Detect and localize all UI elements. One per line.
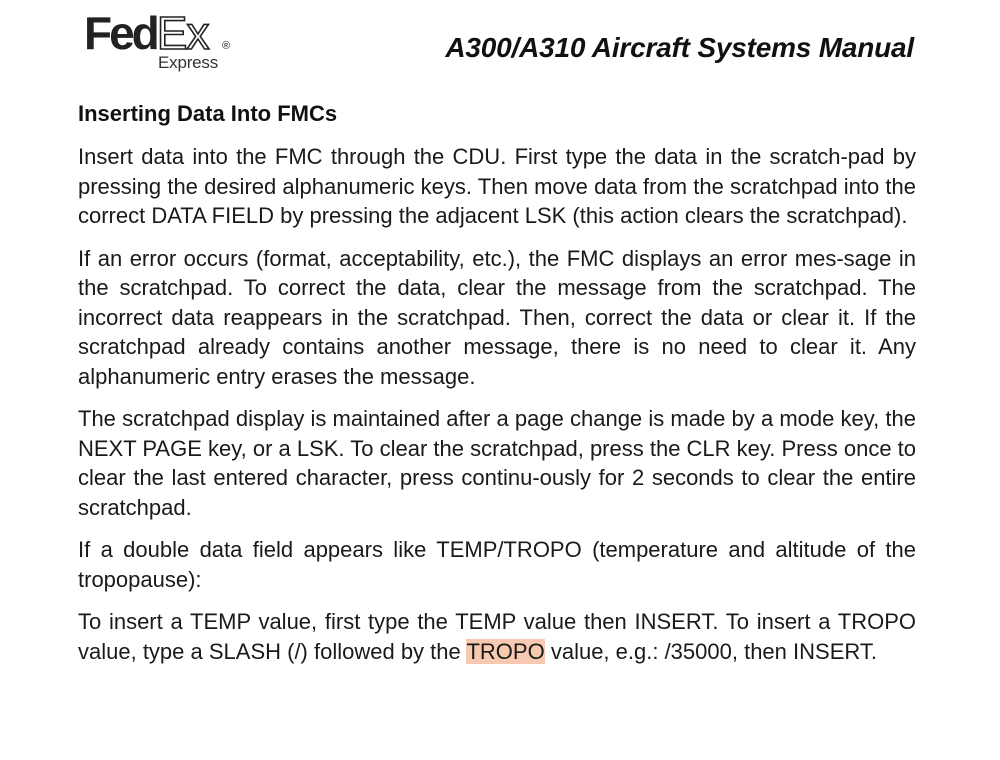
paragraph-1: Insert data into the FMC through the CDU. First type the data in the scratch-pad by pressing the desired alphanumeric keys. Then move data from the scratchpad into the correct DATA FIELD by pressing the adjacent LSK (this action clears the scratchpad).: [78, 144, 916, 228]
paragraph-5-start: To insert a TEMP value, first type the TEMP value then INSERT. To insert a TROPO value, type a SLASH (/) followed by the: [78, 609, 916, 664]
page-header: [0, 0, 1000, 80]
logo-subtitle: Express: [158, 53, 219, 72]
logo-wordmark: [84, 7, 209, 59]
fedex-express-logo: [84, 7, 234, 72]
paragraph-5-end: value, e.g.: /35000, then INSERT.: [544, 638, 877, 664]
registered-mark: ®: [222, 40, 231, 52]
paragraph-3: The scratchpad display is maintained after a page change is made by a mode key, the NEXT PAGE key, or a LSK. To clear the scratchpad, press the CLR key. Press once to clear the last entered character, press continu-ously for 2 seconds to clear the entire scratchpad.: [78, 406, 917, 520]
paragraph-4: If a double data field appears like TEMP/TROPO (temperature and altitude of the tropopause):: [78, 537, 916, 592]
section-title: Inserting Data Into FMCs: [78, 101, 338, 126]
paragraph-5: [78, 607, 916, 666]
document-body: [78, 100, 916, 679]
manual-title: A300/A310 Aircraft Systems Manual: [445, 32, 914, 63]
logo-ex: Ex: [156, 7, 209, 59]
logo-fed: Fed: [84, 7, 157, 59]
paragraph-2: If an error occurs (format, acceptability, etc.), the FMC displays an error mes-sage in the scratchpad. To correct the data, clear the message from the scratchpad. The incorrect data reappears in the scratchpad. Then, correct the data or clear it. If the scratchpad already contains another message, there is no need to clear it. Any alphanumeric entry erases the message.: [78, 245, 916, 389]
highlighted-word: TROPO: [466, 638, 545, 664]
